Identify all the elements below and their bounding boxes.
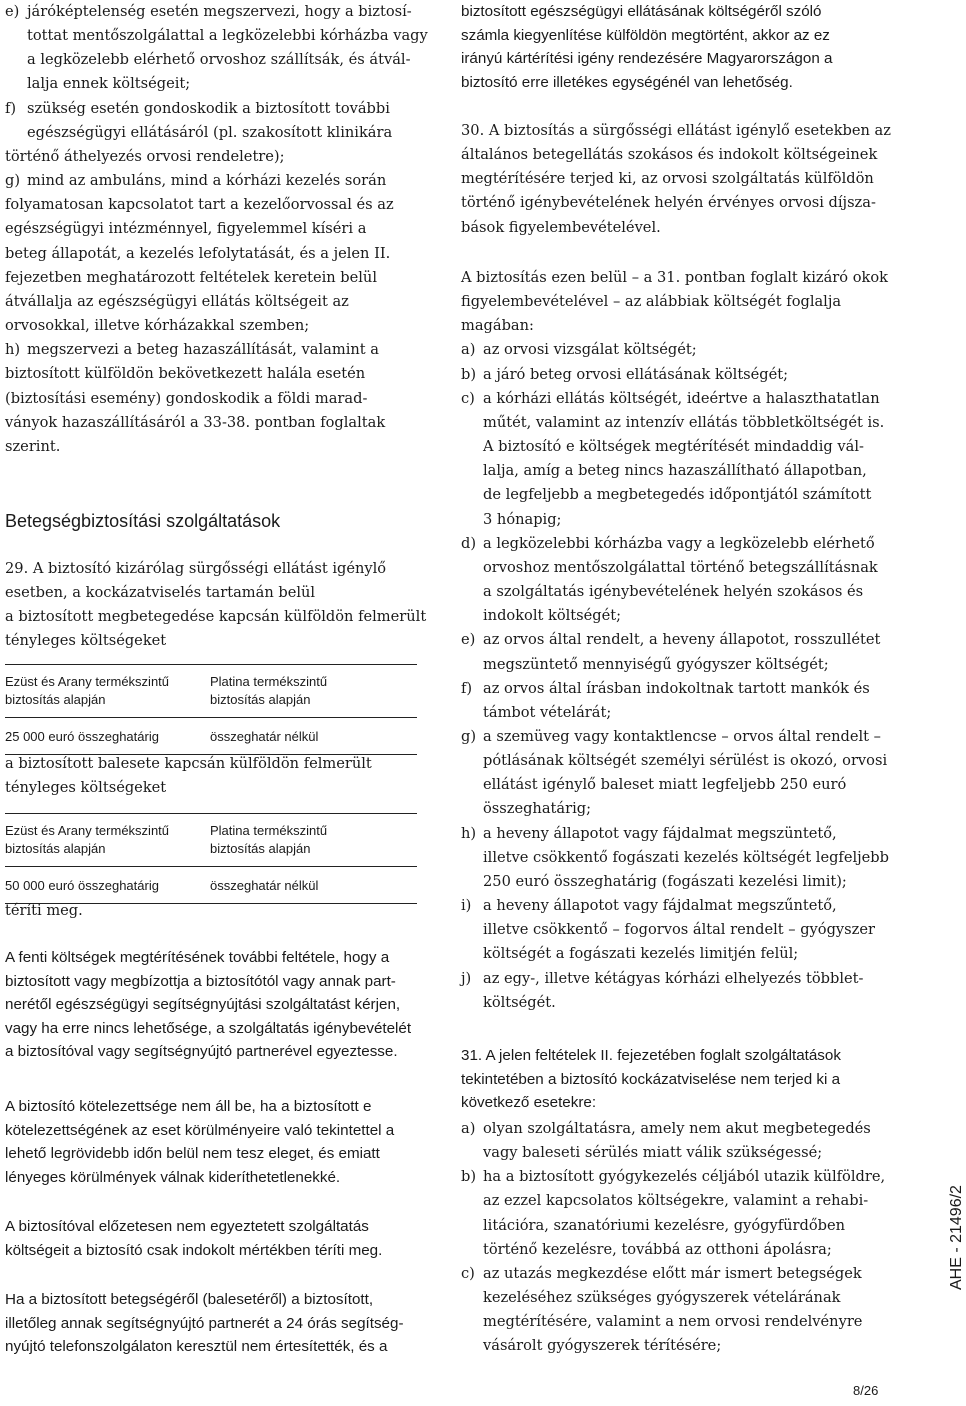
table-cell: 50 000 euró összeghatárig	[5, 867, 210, 904]
text-line: A biztosítás ezen belül – a 31. pontban foglalt kizáró okok	[461, 269, 888, 286]
costs-section	[461, 266, 891, 1015]
text-line: vagy ha erre nincs lehetősége, a szolgáltatás igénybevételét	[5, 1019, 412, 1037]
list-item-c	[461, 387, 891, 532]
text-line: a biztosított balesete kapcsán külföldön felmerült	[5, 755, 372, 772]
item-label: e)	[5, 3, 20, 20]
item-label: c)	[461, 389, 475, 407]
text-line: lalja ennek költségeit;	[27, 75, 191, 93]
text-line: illetőleg annak segítségnyújtó partnerét a 24 órás segítség-	[5, 1314, 404, 1332]
text-line: ványok hazaszállításáról a 33-38. pontban foglaltak	[5, 413, 386, 431]
list-item-h	[461, 822, 891, 894]
item-label: h)	[5, 341, 21, 359]
item-label: a)	[461, 1120, 476, 1137]
text-line: a járó beteg orvosi ellátásának költségét;	[483, 365, 789, 383]
text-line: tényleges költségeket	[5, 779, 167, 797]
item-label: b)	[461, 365, 477, 383]
text-line: lehető legrövidebb időn belül nem tesz eleget, és emiatt	[5, 1145, 380, 1163]
text-line: kötelezettségének az eset körülményeire való tekintettel a	[5, 1121, 395, 1139]
list-item-b	[461, 363, 891, 387]
text-line: az orvos által rendelt, a heveny állapotot, rosszullétet	[483, 631, 881, 649]
paragraph-30	[461, 119, 891, 240]
list-item-i	[461, 894, 891, 966]
list-item-b	[461, 1165, 891, 1262]
text-line: a legközelebbi kórházba vagy a legközelebb elérhető	[483, 534, 875, 552]
header-line: biztosítás alapján	[5, 840, 106, 856]
header-line: Platina termékszintű	[210, 823, 328, 838]
text-line: megszervezi a beteg hazaszállítását, valamint a	[27, 341, 379, 359]
text-line: 250 euró összeghatárig (fogászati kezelési limit);	[483, 872, 847, 890]
text-line: folyamatosan kapcsolatot tart a kezelőorvossal és az	[5, 196, 394, 214]
item-label: g)	[461, 727, 477, 745]
text-line: biztosított külföldön bekövetkezett halála esetén	[5, 365, 366, 383]
text-line: Ha a biztosított betegségéről (balesetéről) a biztosított,	[5, 1291, 374, 1308]
pays-line: téríti meg.	[5, 902, 83, 919]
text-line: 3 hónapig;	[483, 510, 562, 528]
text-line: 30. A biztosítás a sürgősségi ellátást igénylő esetekben az	[461, 122, 891, 139]
text-line: 31. A jelen feltételek II. fejezetében foglalt szolgáltatások	[461, 1047, 841, 1064]
paragraph-obligation	[5, 1095, 435, 1189]
text-line: fejezetben meghatározott feltételek keretein belül	[5, 268, 377, 286]
list-item-j	[461, 967, 891, 1015]
text-line: az orvos által írásban indokoltnak tartott mankók és	[483, 679, 870, 697]
text-line: beteg állapotát, a kezelés lefolytatását, és a jelen II.	[5, 244, 391, 262]
list-item-g	[5, 169, 435, 193]
list-item-a	[461, 338, 891, 362]
text-line: tekintetében a biztosító kockázatviselése nem terjed ki a	[461, 1070, 841, 1088]
table-row	[5, 718, 417, 755]
paragraph-unagreed	[5, 1215, 435, 1262]
text-line: költségét a fogászati kezelés limitjén felül;	[483, 945, 799, 963]
text-line: szerint.	[5, 437, 61, 455]
text-line: A biztosító e költségek megtérítését mindaddig vál-	[483, 438, 864, 456]
text-line: lalja, amíg a beteg nincs hazaszállítható állapotban,	[483, 462, 867, 480]
text-line: műtét, valamint az intenzív ellátás többletköltségét is.	[483, 413, 885, 431]
text-line: egészségügyi intézménnyel, figyelemmel kíséri a	[5, 220, 367, 238]
text-line: indokolt költségét;	[483, 607, 622, 625]
text-line: kezeléséhez szükséges gyógyszerek vételárának	[483, 1289, 841, 1307]
item-label: f)	[461, 679, 473, 697]
document-code: AHE - 21496/2	[948, 1185, 965, 1290]
header-line: Platina termékszintű	[210, 674, 328, 689]
list-item-e	[5, 0, 435, 97]
text-line: következő esetekre:	[461, 1094, 597, 1112]
list-item-f	[461, 677, 891, 725]
item-label: b)	[461, 1168, 477, 1186]
text-line: megtérítésére, valamint a nem orvosi rendelvényre	[483, 1313, 863, 1331]
text-line: nerétől egészségügyi segítségnyújtási szolgáltatást kérjen,	[5, 996, 401, 1014]
header-line: biztosítás alapján	[5, 691, 106, 707]
text-line: A biztosító kötelezettsége nem áll be, ha a biztosított e	[5, 1098, 372, 1115]
text-line: nyújtó telefonszolgálaton keresztül nem értesítették, és a	[5, 1338, 388, 1356]
text-line: a kórházi ellátás költségét, ideértve a halaszthatatlan	[483, 389, 880, 407]
text-line: a biztosítóval vagy segítségnyújtó partnerével egyeztesse.	[5, 1043, 398, 1061]
coverage-table-accident	[5, 813, 417, 904]
item-label: d)	[461, 534, 477, 552]
text-line: az utazás megkezdése előtt már ismert betegségek	[483, 1264, 862, 1282]
item-label: i)	[461, 897, 472, 915]
text-line: tényleges költségeket	[5, 632, 167, 650]
text-line: ha a biztosított gyógykezelés céljából utazik külföldre,	[483, 1168, 886, 1186]
text-line: az egy-, illetve kétágyas kórházi elhelyezés többlet-	[483, 969, 864, 987]
text-line: ellátást igénylő baleset miatt legfeljebb 250 euró	[483, 776, 847, 794]
text-line: vásárolt gyógyszerek térítésére;	[483, 1337, 722, 1355]
text-line: illetve csökkentő – fogorvos által rendelt – gyógyszer	[483, 921, 875, 939]
text-line: magában:	[461, 317, 534, 335]
item-label: j)	[461, 969, 472, 987]
text-line: (biztosítási esemény) gondoskodik a földi marad-	[5, 389, 368, 407]
text-line: pótlásának költségét személyi sérülést is okozó, orvosi	[483, 752, 888, 770]
text-line: orvoshoz mentőszolgálattal történő betegszállításnak	[483, 558, 878, 576]
table-header-cell	[210, 814, 417, 867]
text-line: orvosokkal, illetve kórházakkal szemben;	[5, 317, 310, 335]
text-line: illetve csökkentő fogászati kezelés költségét legfeljebb	[483, 848, 889, 866]
paragraph-31	[461, 1044, 891, 1115]
text-line: a szemüveg vagy kontaktlencse – orvos által rendelt –	[483, 727, 881, 745]
text-line: történő kezelésre, továbbá az otthoni ápolásra;	[483, 1240, 832, 1258]
list-top	[5, 0, 435, 459]
paragraph-conditions	[5, 946, 435, 1064]
text-line: A biztosítóval előzetesen nem egyeztetett szolgáltatás	[5, 1218, 369, 1235]
text-line: biztosító erre illetékes egységénél van lehetőség.	[461, 73, 793, 91]
table-header-cell	[210, 665, 417, 718]
section-heading: Betegségbiztosítási szolgáltatások	[5, 511, 281, 531]
list-item-f	[5, 97, 435, 145]
header-line: biztosítás alapján	[210, 691, 311, 707]
page-number: 8/26	[853, 1383, 879, 1398]
text-line: esetben, a kockázatviselés tartamán belül	[5, 584, 316, 602]
paragraph-29	[5, 557, 435, 654]
table-cell: 25 000 euró összeghatárig	[5, 718, 210, 755]
text-line: a heveny állapotot vagy fájdalmat megszüntető,	[483, 824, 837, 842]
text-line: a legközelebb elérhető orvoshoz szállítsák, és átvál-	[27, 51, 411, 69]
text-line: tottat mentőszolgálattal a legközelebbi kórházba vagy	[27, 27, 428, 45]
paragraph-notification	[5, 1288, 435, 1359]
text-line: számla kiegyenlítése külföldön megtörtént, akkor az ez	[461, 26, 830, 44]
list-item-g	[461, 725, 891, 822]
list-item-d	[461, 532, 891, 629]
table-cell: összeghatár nélkül	[210, 867, 417, 904]
text-line: költségeit a biztosító csak indokolt mértékben téríti meg.	[5, 1241, 383, 1259]
text-line: irányú kártérítési igény rendezésére Magyarországon a	[461, 50, 833, 68]
text-line: 29. A biztosító kizárólag sürgősségi ellátást igénylő	[5, 560, 387, 577]
table-header-row	[5, 665, 417, 718]
list-item-c	[461, 1262, 891, 1359]
text-line: lényeges körülmények válnak kideríthetetlenekké.	[5, 1168, 341, 1186]
text-line: biztosított vagy megbízottja a biztosítótól vagy annak part-	[5, 972, 396, 990]
table-cell: összeghatár nélkül	[210, 718, 417, 755]
item-label: h)	[461, 824, 477, 842]
text-line: bások figyelembevételével.	[461, 218, 661, 236]
text-line: összeghatárig;	[483, 800, 591, 818]
text-line: a szolgáltatás igénybevételének helyén szokásos és	[483, 583, 864, 601]
text-line: az orvosi vizsgálat költségét;	[483, 341, 697, 359]
text-line: biztosított egészségügyi ellátásának költségéről szóló	[461, 3, 822, 20]
table-header-cell	[5, 814, 210, 867]
coverage-table-illness	[5, 664, 417, 755]
text-line: olyan szolgáltatásra, amely nem akut megbetegedés	[483, 1120, 871, 1137]
exclusions-list	[461, 1117, 891, 1359]
text-line: litációra, szanatóriumi kezelésre, gyógyfürdőben	[483, 1216, 846, 1234]
text-line: történő igénybevételének helyén érvényes orvosi díjsza-	[461, 194, 876, 212]
paragraph-accident	[5, 752, 372, 800]
text-line: a biztosított megbetegedése kapcsán külföldön felmerült	[5, 608, 427, 626]
table-header-row	[5, 814, 417, 867]
text-line: átvállalja az egészségügyi ellátás költségeit az	[5, 292, 349, 310]
text-line: A fenti költségek megtérítésének további feltétele, hogy a	[5, 949, 390, 966]
text-line: a heveny állapotot vagy fájdalmat megszűntető,	[483, 897, 837, 915]
item-label: f)	[5, 99, 17, 117]
item-label: e)	[461, 631, 476, 649]
item-label: c)	[461, 1264, 475, 1282]
text-line: megszüntető mennyiségű gyógyszer költségét;	[483, 655, 829, 673]
text-line: járóképtelenség esetén megszervezi, hogy a biztosí-	[27, 3, 412, 20]
text-line: történő áthelyezés orvosi rendeletre);	[5, 147, 285, 165]
list-item-a	[461, 1117, 891, 1165]
list-item-h	[5, 338, 435, 362]
table-row	[5, 867, 417, 904]
text-line: de legfeljebb a megbetegedés időpontjától számított	[483, 486, 872, 504]
text-line: egészségügyi ellátásáról (pl. szakosított klinikára	[27, 123, 393, 141]
text-line: mind az ambuláns, mind a kórházi kezelés során	[27, 172, 387, 190]
table-header-cell	[5, 665, 210, 718]
header-line: Ezüst és Arany termékszintű	[5, 674, 170, 689]
text-line: költségét.	[483, 993, 556, 1011]
item-label: g)	[5, 172, 21, 190]
text-line: szükség esetén gondoskodik a biztosított további	[27, 99, 390, 117]
item-label: a)	[461, 341, 476, 359]
text-line: vagy baleseti sérülés miatt válik szükségessé;	[483, 1144, 823, 1162]
text-line: támbot vételárát;	[483, 703, 612, 721]
text-line: általános betegellátás szokásos és indokolt költségeinek	[461, 146, 878, 164]
text-line: megtérítésére terjed ki, az orvosi szolgáltatás külföldön	[461, 170, 874, 188]
text-line: figyelembevételével – az alábbiak költségét foglalja	[461, 293, 842, 311]
header-line: Ezüst és Arany termékszintű	[5, 823, 170, 838]
paragraph-invoice	[461, 0, 891, 94]
list-item-e	[461, 628, 891, 676]
header-line: biztosítás alapján	[210, 840, 311, 856]
text-line: az ezzel kapcsolatos költségekre, valamint a rehabi-	[483, 1192, 869, 1210]
